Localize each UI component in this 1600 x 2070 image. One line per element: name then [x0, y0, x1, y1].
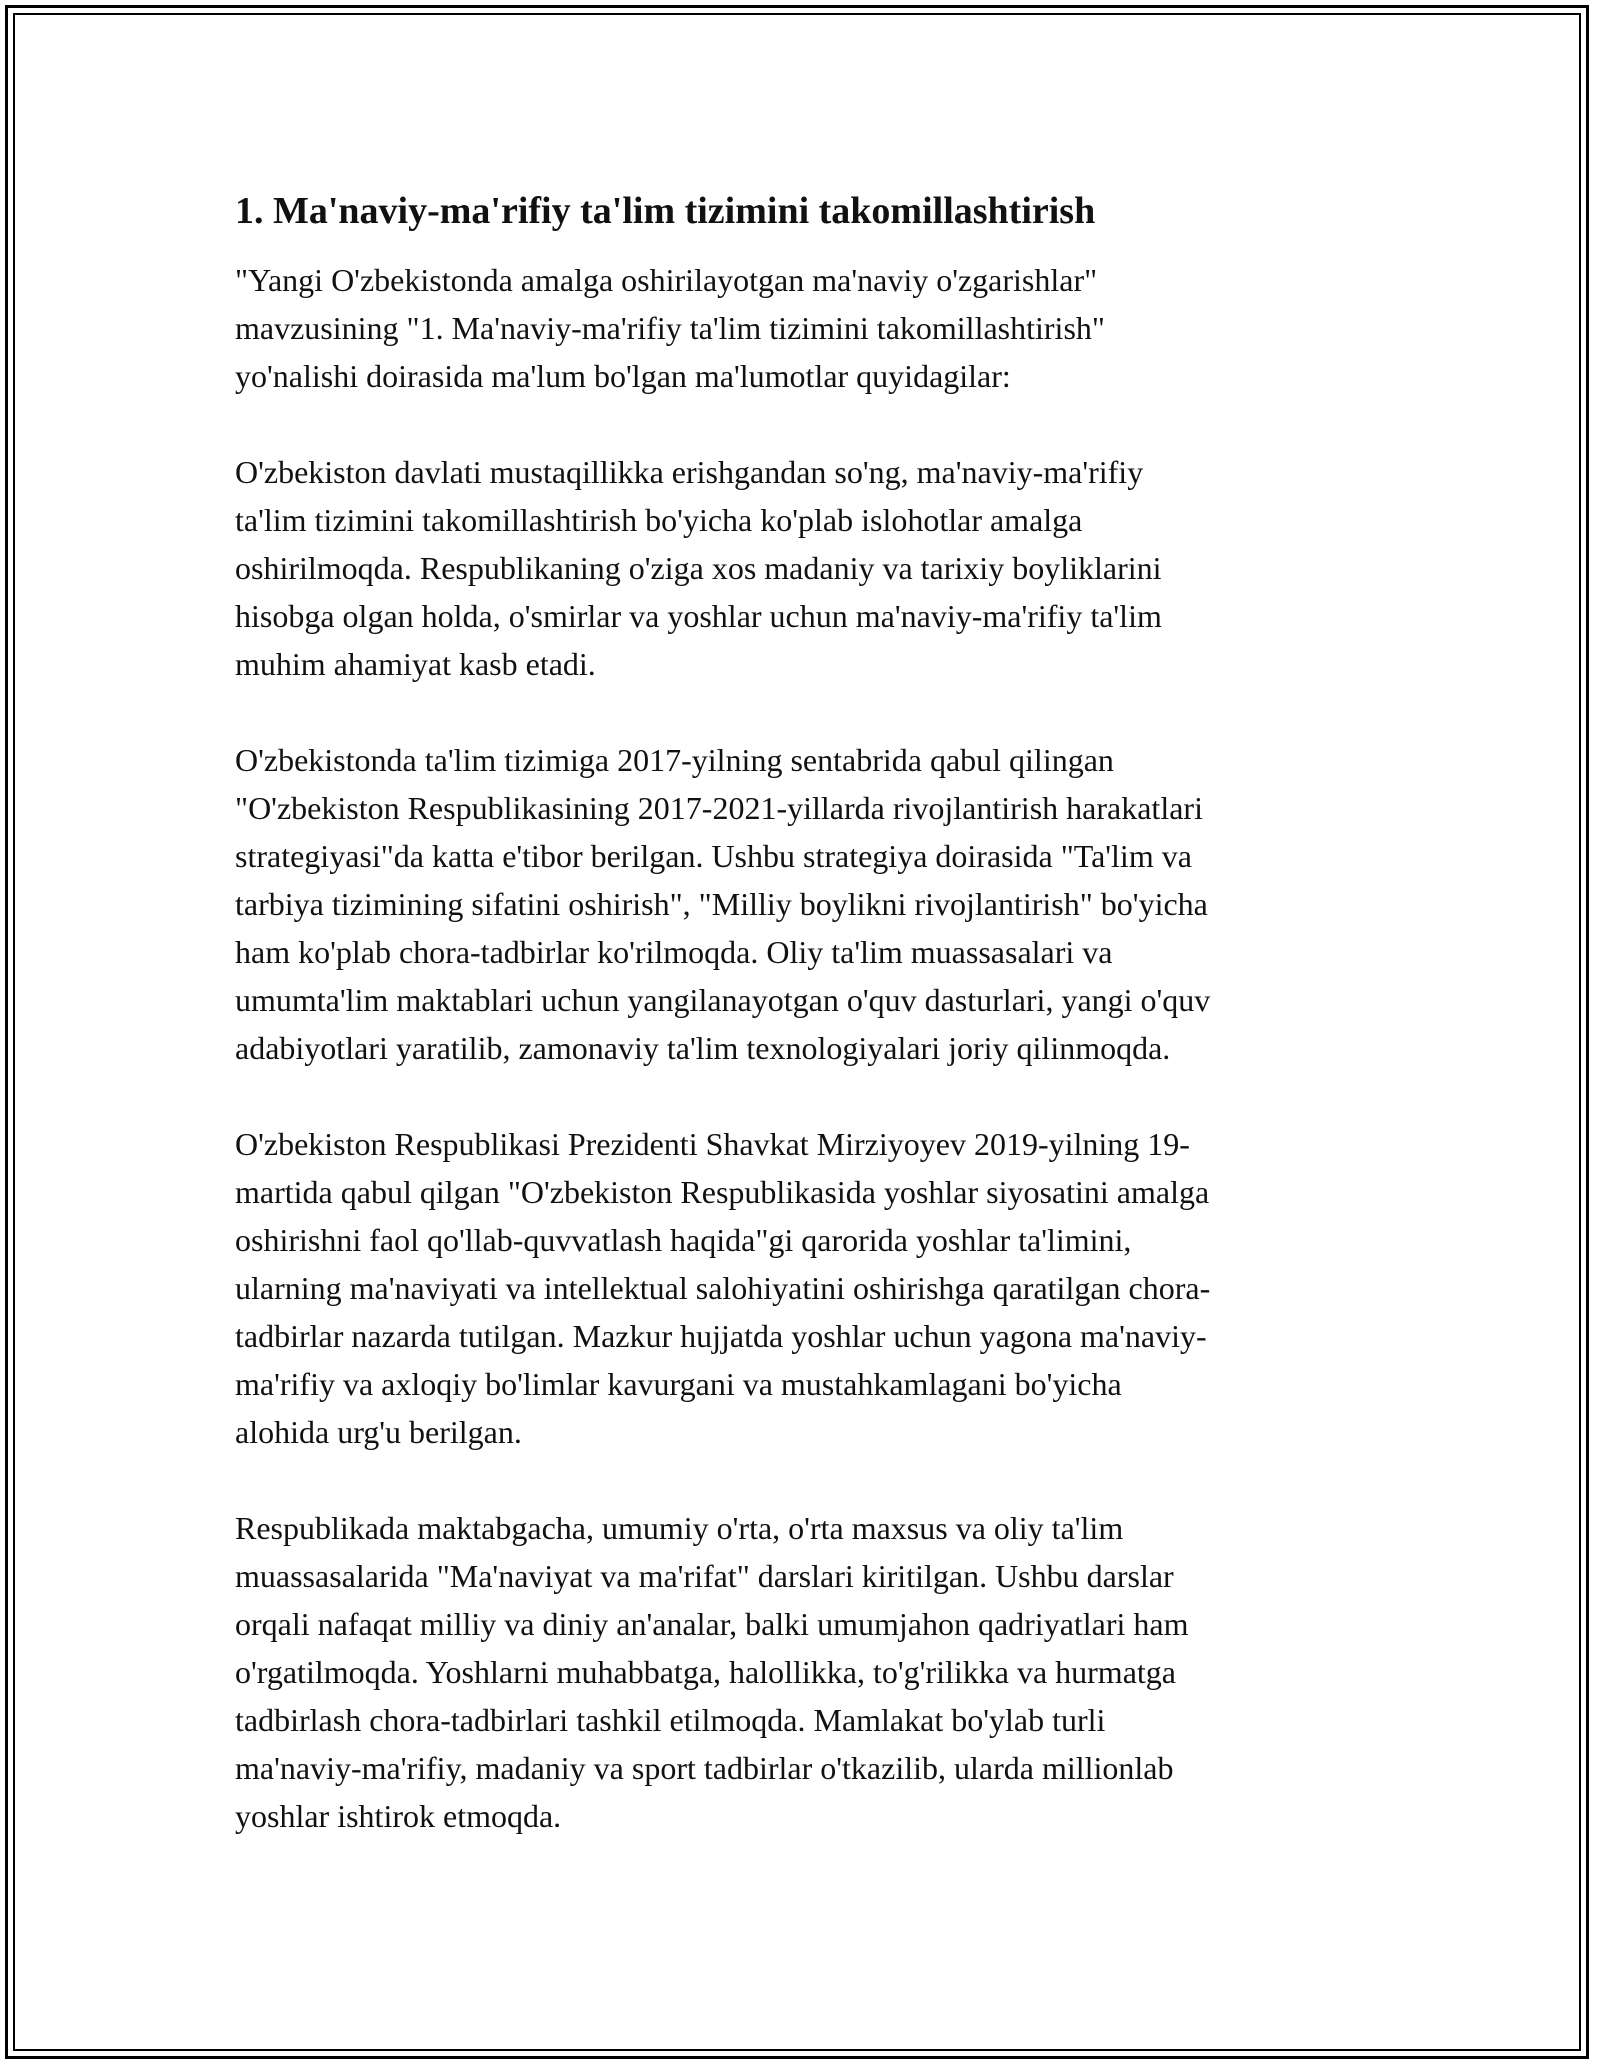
paragraph-line: tarbiya tizimining sifatini oshirish", "Milliy boylikni rivojlantirish" bo'yicha [235, 886, 1208, 922]
paragraph-line: O'zbekistonda ta'lim tizimiga 2017-yilning sentabrida qabul qilingan [235, 742, 1114, 778]
paragraph-line: ma'naviy-ma'rifiy, madaniy va sport tadbirlar o'tkazilib, ularda millionlab [235, 1750, 1174, 1786]
paragraph-line: muhim ahamiyat kasb etadi. [235, 646, 596, 682]
paragraph-line: alohida urg'u berilgan. [235, 1414, 522, 1450]
paragraph-line: tadbirlash chora-tadbirlari tashkil etilmoqda. Mamlakat bo'ylab turli [235, 1702, 1106, 1738]
paragraph-line: o'rgatilmoqda. Yoshlarni muhabbatga, halollikka, to'g'rilikka va hurmatga [235, 1654, 1176, 1690]
paragraph [235, 1504, 1375, 1840]
document-body [235, 256, 1375, 1840]
paragraph-line: strategiyasi"da katta e'tibor berilgan. Ushbu strategiya doirasida "Ta'lim va [235, 838, 1192, 874]
paragraph-line: O'zbekiston Respublikasi Prezidenti Shavkat Mirziyoyev 2019-yilning 19- [235, 1126, 1190, 1162]
paragraph-line: yo'nalishi doirasida ma'lum bo'lgan ma'lumotlar quyidagilar: [235, 358, 1011, 394]
paragraph-line: muassasalarida "Ma'naviyat va ma'rifat" darslari kiritilgan. Ushbu darslar [235, 1558, 1174, 1594]
paragraph-line: ta'lim tizimini takomillashtirish bo'yicha ko'plab islohotlar amalga [235, 502, 1083, 538]
paragraph-line: tadbirlar nazarda tutilgan. Mazkur hujjatda yoshlar uchun yagona ma'naviy- [235, 1318, 1207, 1354]
paragraph-line: mavzusining "1. Ma'naviy-ma'rifiy ta'lim tizimini takomillashtirish" [235, 310, 1105, 346]
paragraph-line: "O'zbekiston Respublikasining 2017-2021-yillarda rivojlantirish harakatlari [235, 790, 1203, 826]
paragraph-line: adabiyotlari yaratilib, zamonaviy ta'lim texnologiyalari joriy qilinmoqda. [235, 1030, 1171, 1066]
paragraph-line: ularning ma'naviyati va intellektual salohiyatini oshirishga qaratilgan chora- [235, 1270, 1211, 1306]
paragraph-line: oshirilmoqda. Respublikaning o'ziga xos madaniy va tarixiy boyliklarini [235, 550, 1162, 586]
paragraph-line: O'zbekiston davlati mustaqillikka erishgandan so'ng, ma'naviy-ma'rifiy [235, 454, 1144, 490]
paragraph-line: martida qabul qilgan "O'zbekiston Respublikasida yoshlar siyosatini amalga [235, 1174, 1210, 1210]
paragraph-line: umumta'lim maktablari uchun yangilanayotgan o'quv dasturlari, yangi o'quv [235, 982, 1211, 1018]
paragraph-line: hisobga olgan holda, o'smirlar va yoshlar uchun ma'naviy-ma'rifiy ta'lim [235, 598, 1162, 634]
paragraph-line: orqali nafaqat milliy va diniy an'analar, balki umumjahon qadriyatlari ham [235, 1606, 1189, 1642]
paragraph-line: Respublikada maktabgacha, umumiy o'rta, o'rta maxsus va oliy ta'lim [235, 1510, 1124, 1546]
paragraph [235, 736, 1375, 1072]
paragraph-line: yoshlar ishtirok etmoqda. [235, 1798, 562, 1834]
paragraph [235, 1120, 1375, 1456]
paragraph-line: "Yangi O'zbekistonda amalga oshirilayotgan ma'naviy o'zgarishlar" [235, 262, 1098, 298]
document-page [235, 186, 1375, 1888]
page-title: 1. Ma'naviy-ma'rifiy ta'lim tizimini takomillashtirish [235, 190, 1096, 232]
paragraph [235, 448, 1375, 688]
paragraph [235, 256, 1375, 400]
paragraph-line: ham ko'plab chora-tadbirlar ko'rilmoqda. Oliy ta'lim muassasalari va [235, 934, 1113, 970]
paragraph-line: oshirishni faol qo'llab-quvvatlash haqida"gi qarorida yoshlar ta'limini, [235, 1222, 1132, 1258]
paragraph-line: ma'rifiy va axloqiy bo'limlar kavurgani va mustahkamlagani bo'yicha [235, 1366, 1122, 1402]
